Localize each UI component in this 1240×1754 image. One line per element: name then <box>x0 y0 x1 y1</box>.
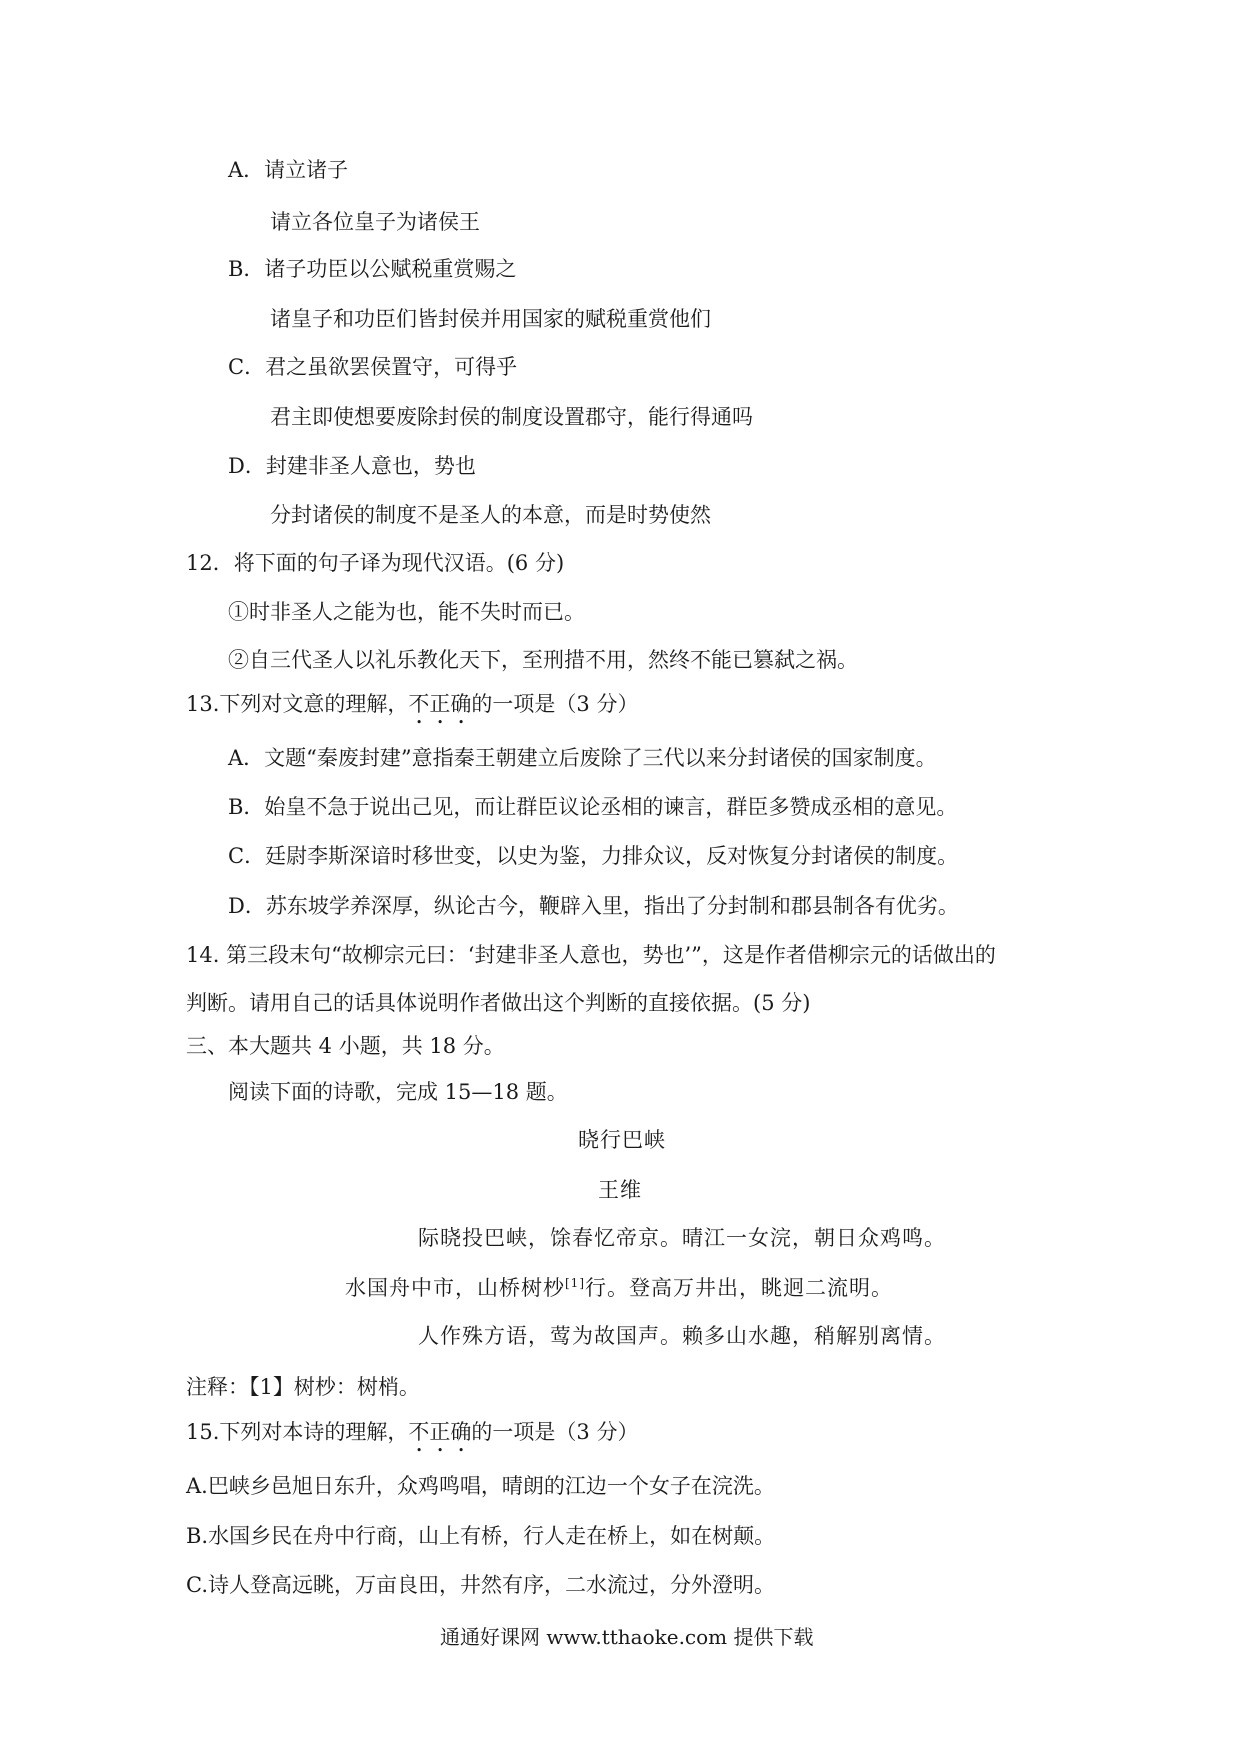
poem-line-2-post: 行。登高万井出，眺迥二流明。 <box>585 1276 893 1300</box>
q13-option-d: D．苏东坡学养深厚，纵论古今，鞭辟入里，指出了分封制和郡县制各有优劣。 <box>228 894 959 918</box>
q15-option-b: B.水国乡民在舟中行商，山上有桥，行人走在桥上，如在树颠。 <box>186 1524 776 1548</box>
q15-stem-emphasis: 不正确 <box>408 1420 472 1444</box>
poem-line-3: 人作殊方语，莺为故国声。赖多山水趣，稍解别离情。 <box>418 1324 946 1348</box>
q15-stem-pre: 15.下列对本诗的理解， <box>186 1420 409 1444</box>
q14-line-2: 判断。请用自己的话具体说明作者做出这个判断的直接依据。(5 分) <box>186 991 811 1015</box>
poem-line-2-pre: 水国舟中市，山桥树杪 <box>345 1276 565 1300</box>
q13-option-c: C．廷尉李斯深谙时移世变，以史为鉴，力排众议，反对恢复分封诸侯的制度。 <box>228 844 959 868</box>
poem-note: 注释：【1】树杪：树梢。 <box>186 1375 420 1399</box>
q12-sentence-2: ②自三代圣人以礼乐教化天下，至刑措不用，然终不能已篡弑之祸。 <box>228 648 858 672</box>
q15-stem <box>186 1420 638 1457</box>
q13-stem-emphasis: 不正确 <box>408 692 472 716</box>
q13-option-b: B．始皇不急于说出己见，而让群臣议论丞相的谏言，群臣多赞成丞相的意见。 <box>228 795 958 819</box>
section-3-heading: 三、本大题共 4 小题，共 18 分。 <box>186 1034 505 1058</box>
poem-author: 王维 <box>598 1178 642 1202</box>
q14-line-1: 14. 第三段末句“故柳宗元曰：‘封建非圣人意也，势也’”，这是作者借柳宗元的话做出的 <box>186 943 996 967</box>
q15-option-c: C.诗人登高远眺，万亩良田，井然有序，二水流过，分外澄明。 <box>186 1573 775 1597</box>
q15-option-a: A.巴峡乡邑旭日东升，众鸡鸣唱，晴朗的江边一个女子在浣洗。 <box>186 1474 775 1498</box>
q13-stem <box>186 692 638 729</box>
q11-option-c: C．君之虽欲罢侯置守，可得乎 <box>228 355 518 379</box>
q13-stem-post: 的一项是（3 分） <box>471 692 639 716</box>
q11-option-d: D．封建非圣人意也，势也 <box>228 454 476 478</box>
footer-watermark: 通通好课网 www.tthaoke.com 提供下载 <box>440 1625 814 1649</box>
poem-line-2 <box>345 1277 893 1299</box>
q12-stem: 12．将下面的句子译为现代汉语。(6 分) <box>186 551 565 575</box>
section-3-intro: 阅读下面的诗歌，完成 15—18 题。 <box>228 1080 568 1104</box>
poem-title: 晓行巴峡 <box>578 1128 666 1152</box>
q11-option-b-translation: 诸皇子和功臣们皆封侯并用国家的赋税重赏他们 <box>270 307 711 331</box>
q11-option-b: B．诸子功臣以公赋税重赏赐之 <box>228 257 517 281</box>
q11-option-d-translation: 分封诸侯的制度不是圣人的本意，而是时势使然 <box>270 503 711 527</box>
q11-option-c-translation: 君主即使想要废除封侯的制度设置郡守，能行得通吗 <box>270 405 753 429</box>
poem-footnote-marker: [1] <box>565 1276 585 1290</box>
q13-option-a: A．文题“秦废封建”意指秦王朝建立后废除了三代以来分封诸侯的国家制度。 <box>228 746 937 770</box>
poem-line-1: 际晓投巴峡，馀春忆帝京。晴江一女浣，朝日众鸡鸣。 <box>418 1226 946 1250</box>
q11-option-a-translation: 请立各位皇子为诸侯王 <box>270 210 480 234</box>
q12-sentence-1: ①时非圣人之能为也，能不失时而已。 <box>228 600 585 624</box>
q11-option-a: A．请立诸子 <box>228 158 349 182</box>
q15-stem-post: 的一项是（3 分） <box>471 1420 639 1444</box>
q13-stem-pre: 13.下列对文意的理解， <box>186 692 409 716</box>
